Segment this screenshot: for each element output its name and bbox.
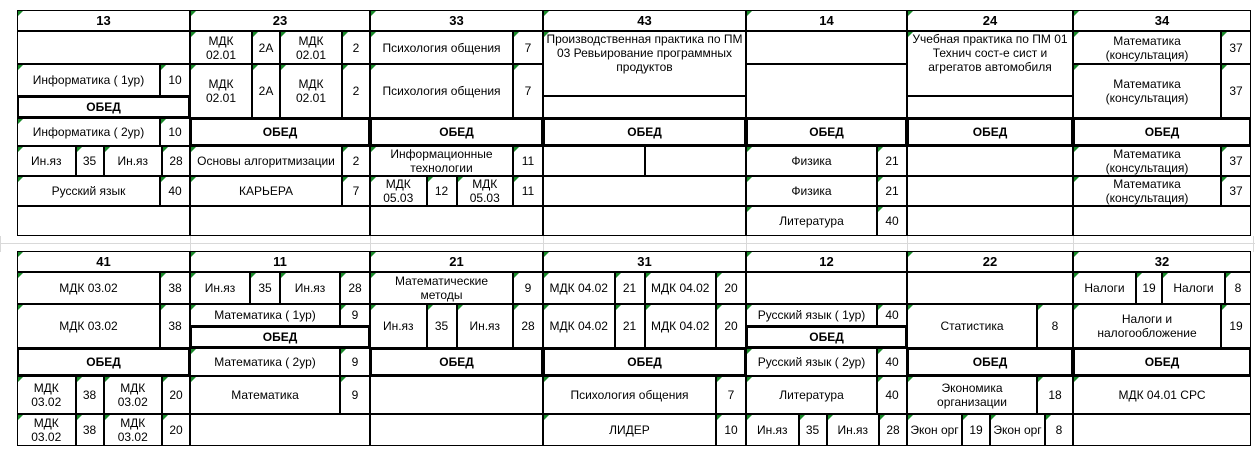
subject-cell[interactable]: Ин.яз: [827, 414, 880, 446]
group-header[interactable]: 14: [746, 10, 907, 31]
room-cell[interactable]: 2: [342, 64, 370, 118]
room-cell[interactable]: 38: [160, 304, 190, 348]
room-cell[interactable]: 35: [76, 146, 104, 176]
gridline: [746, 236, 747, 252]
subject-cell[interactable]: Математика ( 2ур): [190, 348, 340, 376]
room-cell[interactable]: 35: [427, 304, 457, 348]
room-cell[interactable]: 40: [877, 348, 907, 376]
subject-cell[interactable]: ЛИДЕР: [543, 414, 716, 446]
empty-cell[interactable]: [746, 64, 907, 118]
subject-cell[interactable]: Физика: [746, 176, 877, 206]
group-header[interactable]: 41: [17, 251, 190, 272]
lunch-cell[interactable]: ОБЕД: [190, 118, 370, 146]
subject-cell[interactable]: МДК 03.02: [104, 414, 163, 446]
empty-cell[interactable]: [1073, 206, 1251, 236]
room-cell[interactable]: 37: [1221, 146, 1251, 176]
room-cell[interactable]: 9: [340, 304, 370, 326]
empty-cell[interactable]: [370, 376, 543, 414]
subject-cell[interactable]: Ин.яз: [370, 304, 427, 348]
room-cell[interactable]: 28: [879, 414, 907, 446]
room-cell[interactable]: 11: [513, 176, 543, 206]
lunch-cell[interactable]: ОБЕД: [370, 348, 543, 376]
gridline: [543, 236, 544, 252]
subject-cell[interactable]: Налоги: [1073, 272, 1136, 304]
room-cell[interactable]: 20: [162, 414, 190, 446]
empty-cell[interactable]: [370, 206, 543, 236]
room-cell[interactable]: 2: [342, 31, 370, 64]
room-cell[interactable]: 37: [1221, 31, 1251, 64]
group-header[interactable]: 33: [370, 10, 543, 31]
empty-cell[interactable]: [907, 96, 1073, 118]
empty-cell[interactable]: [907, 146, 1073, 176]
room-cell[interactable]: 38: [76, 414, 104, 446]
room-cell[interactable]: 7: [513, 31, 543, 64]
gridline: [0, 243, 1255, 244]
empty-cell[interactable]: [907, 272, 1073, 304]
subject-cell[interactable]: МДК 03.02: [17, 414, 76, 446]
lunch-cell[interactable]: ОБЕД: [17, 96, 190, 118]
subject-cell[interactable]: Учебная практика по ПМ 01 Технич сост-е сист и агрегатов автомобиля: [907, 31, 1073, 96]
room-cell[interactable]: 8: [1037, 304, 1073, 348]
subject-cell[interactable]: МДК 02.01: [190, 64, 252, 118]
subject-cell[interactable]: Математика ( 1ур): [190, 304, 340, 326]
subject-cell[interactable]: Математика (консультация): [1073, 64, 1221, 118]
subject-cell[interactable]: Литература: [746, 376, 877, 414]
room-cell[interactable]: 35: [250, 272, 280, 304]
lunch-cell[interactable]: ОБЕД: [190, 326, 370, 348]
room-cell[interactable]: 10: [160, 64, 190, 96]
lunch-cell[interactable]: ОБЕД: [370, 118, 543, 146]
room-cell[interactable]: 9: [513, 272, 543, 304]
subject-cell[interactable]: Психология общения: [543, 376, 716, 414]
group-header[interactable]: 21: [370, 251, 543, 272]
subject-cell[interactable]: Статистика: [907, 304, 1037, 348]
empty-cell[interactable]: [543, 176, 746, 206]
subject-cell[interactable]: Русский язык ( 2ур): [746, 348, 877, 376]
empty-cell[interactable]: [370, 414, 543, 446]
subject-cell[interactable]: Ин.яз: [190, 272, 250, 304]
subject-cell[interactable]: МДК 03.02: [17, 304, 160, 348]
subject-cell[interactable]: Налоги: [1162, 272, 1225, 304]
subject-cell[interactable]: Ин.яз: [104, 146, 163, 176]
subject-cell[interactable]: МДК 04.02: [645, 272, 717, 304]
subject-cell[interactable]: МДК 04.02: [543, 304, 615, 348]
group-header[interactable]: 23: [190, 10, 370, 31]
lunch-cell[interactable]: ОБЕД: [1073, 348, 1251, 376]
room-cell[interactable]: 37: [1221, 176, 1251, 206]
subject-cell[interactable]: Математика (консультация): [1073, 31, 1221, 64]
subject-cell[interactable]: МДК 03.02: [17, 376, 76, 414]
subject-cell[interactable]: Экономика организации: [907, 376, 1037, 414]
subject-cell[interactable]: Математика: [190, 376, 340, 414]
subject-cell[interactable]: МДК 02.01: [280, 64, 342, 118]
empty-cell[interactable]: [645, 146, 746, 176]
gridline: [190, 236, 191, 252]
room-cell[interactable]: 7: [716, 376, 746, 414]
empty-cell[interactable]: [17, 206, 190, 236]
lunch-cell[interactable]: ОБЕД: [543, 118, 746, 146]
room-cell[interactable]: 20: [162, 376, 190, 414]
lunch-cell[interactable]: ОБЕД: [907, 348, 1073, 376]
subject-cell[interactable]: МДК 03.02: [104, 376, 163, 414]
room-cell[interactable]: 21: [615, 304, 645, 348]
subject-cell[interactable]: Информационные технологии: [370, 146, 513, 176]
room-cell[interactable]: 28: [513, 304, 543, 348]
subject-cell[interactable]: МДК 05.03: [370, 176, 427, 206]
room-cell[interactable]: 40: [877, 376, 907, 414]
room-cell[interactable]: 2А: [252, 64, 280, 118]
subject-cell[interactable]: Ин.яз: [746, 414, 799, 446]
subject-cell[interactable]: МДК 04.02: [543, 272, 615, 304]
room-cell[interactable]: 21: [877, 176, 907, 206]
room-cell[interactable]: 10: [716, 414, 746, 446]
room-cell[interactable]: 35: [799, 414, 827, 446]
subject-cell[interactable]: МДК 04.01 СРС: [1073, 376, 1251, 414]
subject-cell[interactable]: Русский язык ( 1ур): [746, 304, 877, 326]
room-cell[interactable]: 2А: [252, 31, 280, 64]
room-cell[interactable]: 8: [1225, 272, 1251, 304]
group-header[interactable]: 11: [190, 251, 370, 272]
subject-cell[interactable]: КАРЬЕРА: [190, 176, 342, 206]
subject-cell[interactable]: Русский язык: [17, 176, 160, 206]
subject-cell[interactable]: Ин.яз: [17, 146, 76, 176]
subject-cell[interactable]: Информатика ( 2ур): [17, 118, 160, 146]
room-cell[interactable]: 18: [1037, 376, 1073, 414]
room-cell[interactable]: 19: [1221, 304, 1251, 348]
group-header[interactable]: 34: [1073, 10, 1251, 31]
subject-cell[interactable]: МДК 02.01: [280, 31, 342, 64]
group-header[interactable]: 22: [907, 251, 1073, 272]
room-cell[interactable]: 20: [716, 304, 746, 348]
subject-cell[interactable]: МДК 05.03: [457, 176, 514, 206]
gridline: [0, 236, 1, 252]
room-cell[interactable]: 19: [962, 414, 990, 446]
room-cell[interactable]: 38: [160, 272, 190, 304]
room-cell[interactable]: 7: [342, 176, 370, 206]
subject-cell[interactable]: Основы алгоритмизации: [190, 146, 342, 176]
empty-cell[interactable]: [1073, 414, 1251, 446]
empty-cell[interactable]: [190, 414, 370, 446]
room-cell[interactable]: 40: [160, 176, 190, 206]
subject-cell[interactable]: Производственная практика по ПМ 03 Ревьирование программных продуктов: [543, 31, 746, 96]
group-header[interactable]: 12: [746, 251, 907, 272]
room-cell[interactable]: 38: [76, 376, 104, 414]
room-cell[interactable]: 2: [342, 146, 370, 176]
gridline: [370, 236, 371, 252]
empty-cell[interactable]: [543, 96, 746, 118]
room-cell[interactable]: 11: [513, 146, 543, 176]
group-header[interactable]: 13: [17, 10, 190, 31]
empty-cell[interactable]: [543, 206, 746, 236]
subject-cell[interactable]: Математика (консультация): [1073, 176, 1221, 206]
subject-cell[interactable]: Экон орг: [990, 414, 1045, 446]
group-header[interactable]: 43: [543, 10, 746, 31]
empty-cell[interactable]: [907, 206, 1073, 236]
lunch-cell[interactable]: ОБЕД: [17, 348, 190, 376]
gridline: [1253, 236, 1254, 252]
empty-cell[interactable]: [543, 146, 645, 176]
subject-cell[interactable]: Психология общения: [370, 64, 513, 118]
empty-cell[interactable]: [746, 31, 907, 64]
empty-cell[interactable]: [907, 176, 1073, 206]
group-header[interactable]: 31: [543, 251, 746, 272]
lunch-cell[interactable]: ОБЕД: [543, 348, 746, 376]
lunch-cell[interactable]: ОБЕД: [746, 326, 907, 348]
room-cell[interactable]: 40: [877, 206, 907, 236]
subject-cell[interactable]: Физика: [746, 146, 877, 176]
subject-cell[interactable]: МДК 02.01: [190, 31, 252, 64]
lunch-cell[interactable]: ОБЕД: [907, 118, 1073, 146]
room-cell[interactable]: 9: [340, 348, 370, 376]
subject-cell[interactable]: Экон орг: [907, 414, 962, 446]
room-cell[interactable]: 8: [1045, 414, 1073, 446]
room-cell[interactable]: 9: [340, 376, 370, 414]
subject-cell[interactable]: Математические методы: [370, 272, 513, 304]
group-header[interactable]: 32: [1073, 251, 1251, 272]
subject-cell[interactable]: МДК 04.02: [645, 304, 717, 348]
group-header[interactable]: 24: [907, 10, 1073, 31]
room-cell[interactable]: 20: [716, 272, 746, 304]
subject-cell[interactable]: Ин.яз: [280, 272, 340, 304]
empty-cell[interactable]: [17, 31, 190, 64]
subject-cell[interactable]: Математика (консультация): [1073, 146, 1221, 176]
room-cell[interactable]: 12: [427, 176, 457, 206]
room-cell[interactable]: 7: [513, 64, 543, 118]
room-cell[interactable]: 28: [340, 272, 370, 304]
subject-cell[interactable]: Налоги и налогообложение: [1073, 304, 1221, 348]
empty-cell[interactable]: [746, 272, 907, 304]
lunch-cell[interactable]: ОБЕД: [746, 118, 907, 146]
room-cell[interactable]: 21: [877, 146, 907, 176]
empty-cell[interactable]: [190, 206, 370, 236]
room-cell[interactable]: 28: [162, 146, 190, 176]
gridline: [1073, 236, 1074, 252]
room-cell[interactable]: 21: [615, 272, 645, 304]
subject-cell[interactable]: Ин.яз: [457, 304, 514, 348]
subject-cell[interactable]: МДК 03.02: [17, 272, 160, 304]
room-cell[interactable]: 10: [160, 118, 190, 146]
room-cell[interactable]: 40: [877, 304, 907, 326]
lunch-cell[interactable]: ОБЕД: [1073, 118, 1251, 146]
subject-cell[interactable]: Психология общения: [370, 31, 513, 64]
subject-cell[interactable]: Литература: [746, 206, 877, 236]
subject-cell[interactable]: Информатика ( 1ур): [17, 64, 160, 96]
room-cell[interactable]: 19: [1136, 272, 1162, 304]
room-cell[interactable]: 37: [1221, 64, 1251, 118]
gridline: [907, 236, 908, 252]
